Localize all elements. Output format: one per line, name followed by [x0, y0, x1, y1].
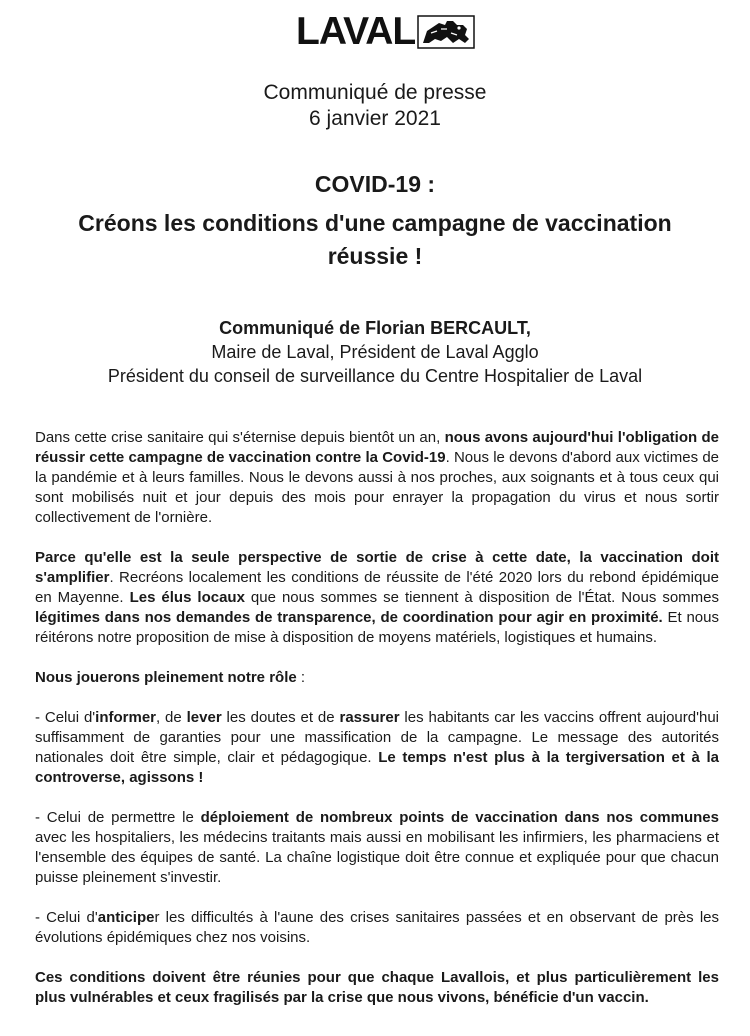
paragraph-1: [35, 428, 719, 528]
emphasis: nous avons aujourd'hui l'obligation de réussir cette campagne de vaccination contre la Covid-19: [35, 429, 719, 466]
page-title: Créons les conditions d'une campagne de vaccination réussie !: [78, 210, 672, 269]
text: Dans cette crise sanitaire qui s'éternise depuis bientôt un an,: [35, 429, 445, 446]
text: Et nous réitérons notre proposition de mise à disposition de moyens matériels, logistiques et humains.: [35, 609, 719, 646]
text: r les difficultés à l'aune des crises sanitaires passées et en observant de près les évolutions épidémiques chez nos voisins.: [35, 909, 719, 946]
emphasis: anticipe: [97, 909, 155, 926]
emphasis: lever: [186, 709, 222, 726]
emphasis: Le temps n'est plus à la tergiversation et à la controverse, agissons !: [35, 749, 719, 786]
text: les doutes et de: [221, 709, 340, 726]
emphasis: déploiement de nombreux points de vaccination dans nos communes: [200, 809, 719, 826]
paragraph-2: [35, 548, 719, 648]
text: . Nous le devons d'abord aux victimes de la pandémie et à leurs familles. Nous le devons aussi à nos proches, aux soignants et à tous ceux qui sont mobilisés nuit et jour depuis des mois pour enrayer la propagation du virus et nous sortir collectivement de l'ornière.: [35, 449, 720, 526]
paragraph-4: [35, 708, 719, 788]
emphasis: informer: [95, 709, 156, 726]
release-date: 6 janvier 2021: [309, 107, 441, 130]
text: , de: [156, 709, 187, 726]
paragraph-6: [35, 908, 719, 948]
text: les habitants car les vaccins offrent aujourd'hui suffisamment de garanties pour une massification de la campagne. Le message des autorités nationales doit être simple, clair et pédagogique.: [35, 709, 719, 766]
paragraph-5: [35, 808, 719, 888]
body-text: [35, 428, 719, 1028]
lion-emblem-icon: [417, 13, 475, 51]
laval-logo: [296, 12, 475, 51]
emphasis: Les élus locaux: [129, 589, 245, 606]
press-release-label: Communiqué de presse: [263, 81, 487, 104]
paragraph-3: [35, 668, 719, 688]
emphasis: rassurer: [339, 709, 400, 726]
text: avec les hospitaliers, les médecins traitants mais aussi en mobilisant les infirmiers, les pharmaciens et l'ensemble des équipes de santé. La chaîne logistique doit être connue et expliquée pour que chacun puisse pleinement s'investir.: [35, 829, 719, 886]
text: . Recréons localement les conditions de réussite de l'été 2020 lors du rebond épidémique en Mayenne.: [35, 569, 719, 606]
text: - Celui de permettre le: [35, 809, 201, 826]
author-block: [0, 316, 750, 388]
text: :: [296, 669, 306, 686]
text: - Celui d': [35, 909, 98, 926]
logo-text: LAVAL: [296, 10, 416, 53]
emphasis: Parce qu'elle est la seule perspective de sortie de crise à cette date, la vaccination doit s'amplifier: [35, 549, 719, 586]
emphasis: Nous jouerons pleinement notre rôle: [35, 669, 297, 686]
author-role-2: Président du conseil de surveillance du Centre Hospitalier de Laval: [107, 366, 643, 386]
text: que nous sommes se tiennent à disposition de l'État. Nous sommes: [244, 589, 719, 606]
topic-title: COVID-19 :: [314, 171, 436, 197]
paragraph-7: [35, 968, 719, 1008]
emphasis: Ces conditions doivent être réunies pour que chaque Lavallois, et plus particulièrement les plus vulnérables et ceux fragilisés par la crise que nous vivons, bénéficie d'un vaccin.: [35, 969, 719, 1006]
emphasis: légitimes dans nos demandes de transparence, de coordination pour agir en proximité.: [35, 609, 663, 626]
author-role-1: Maire de Laval, Président de Laval Agglo: [211, 342, 539, 362]
author-name: Communiqué de Florian BERCAULT,: [219, 318, 531, 338]
text: - Celui d': [35, 709, 96, 726]
